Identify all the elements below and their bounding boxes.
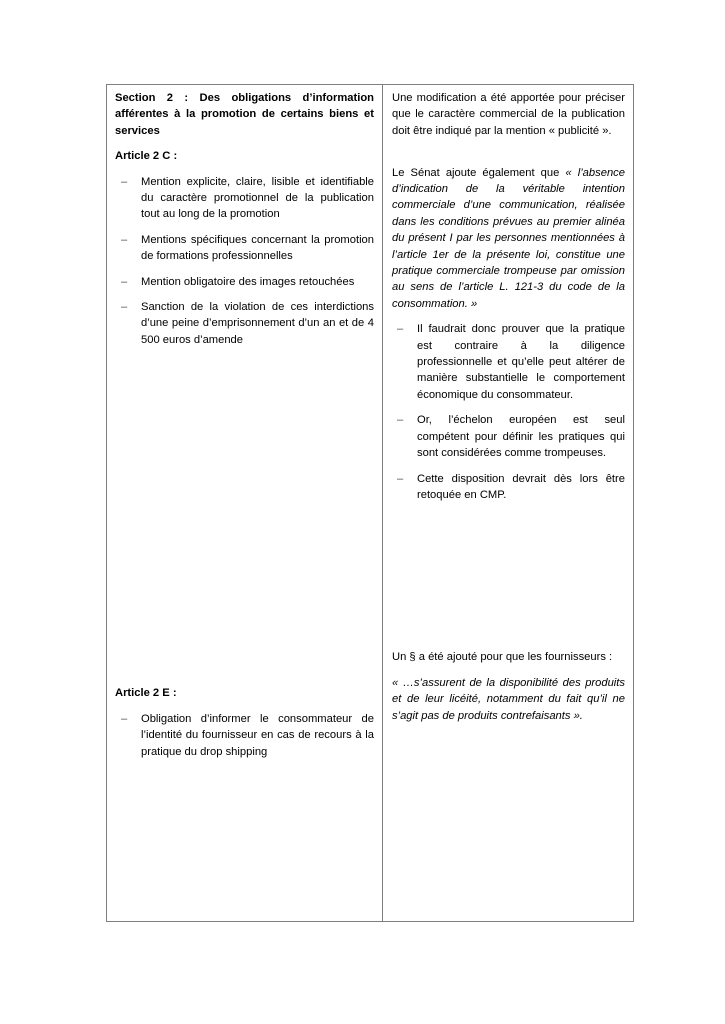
right-paragraph-1: Une modification a été apportée pour préciser que le caractère commercial de la publication doit être indiqué par la mention « publicité ». xyxy=(392,92,625,137)
senat-quote-text: « l’absence d’indication de la véritable intention commerciale d’une communication, réalisée dans les conditions prévues au premier alinéa du présent I par les personnes mentionnées à l’article 1er de la présente loi, constitue une pratique commerciale trompeuse par omission au sens de l’article L. 121-3 du code de la consommation. » xyxy=(392,166,625,310)
right-paragraph-2 xyxy=(392,165,625,313)
comparison-table xyxy=(106,84,634,922)
right-paragraph-3: Un § a été ajouté pour que les fournisseurs : xyxy=(392,651,613,664)
article-2e-heading: Article 2 E : xyxy=(115,687,177,700)
senat-lead-text: Le Sénat ajoute également que xyxy=(392,166,566,179)
list-item: – Mentions spécifiques concernant la promotion de formations professionnelles xyxy=(115,232,374,265)
section-heading: Section 2 : Des obligations d’information afférentes à la promotion de certains biens et services xyxy=(115,92,374,137)
list-item: – Mention obligatoire des images retouchées xyxy=(115,274,374,290)
table-cell-right xyxy=(383,85,634,922)
list-item: – Cette disposition devrait dès lors être retoquée en CMP. xyxy=(392,471,625,504)
right-cell-gap xyxy=(392,512,625,649)
list-item: – Sanction de la violation de ces interdictions d’une peine d’emprisonnement d’un an et de 4 500 euros d’amende xyxy=(115,299,374,348)
left-cell-content xyxy=(107,85,382,766)
article-2c-heading: Article 2 C : xyxy=(115,150,178,163)
list-item: – Mention explicite, claire, lisible et identifiable du caractère promotionnel de la publication tout au long de la promotion xyxy=(115,174,374,223)
table-cell-left xyxy=(107,85,383,922)
right-paragraph-3-quote: « …s’assurent de la disponibilité des produits et de leur licéité, notamment du fait qu’il ne s’agit pas de produits contrefaisants ». xyxy=(392,676,625,722)
paragraph-spacer xyxy=(392,148,625,164)
list-item: – Obligation d’informer le consommateur de l’identité du fournisseur en cas de recours à la pratique du drop shipping xyxy=(115,711,374,760)
left-cell-gap xyxy=(115,357,374,685)
list-item: – Or, l’échelon européen est seul compétent pour définir les pratiques qui sont considérées comme trompeuses. xyxy=(392,412,625,461)
right-cell-content xyxy=(383,85,633,730)
list-item: – Il faudrait donc prouver que la pratique est contraire à la diligence professionnelle et qu’elle peut altérer de manière substantielle le comportement économique du consommateur. xyxy=(392,321,625,403)
table-row xyxy=(107,85,634,922)
